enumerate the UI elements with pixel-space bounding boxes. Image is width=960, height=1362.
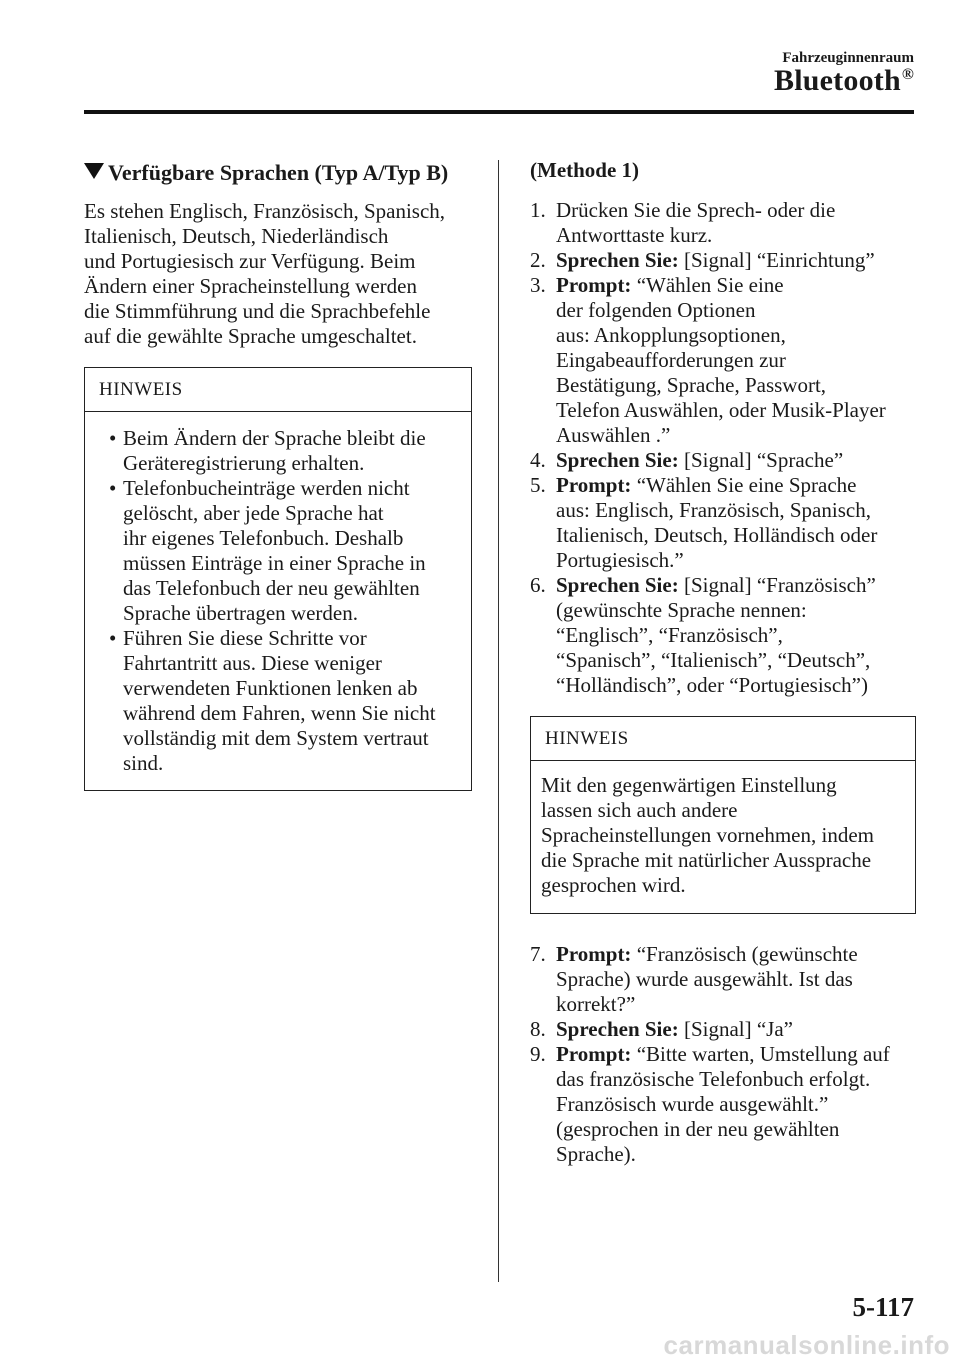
header-rule	[84, 110, 914, 114]
step-number: 7.	[530, 942, 546, 966]
note-item-line: Führen Sie diese Schritte vor	[123, 626, 367, 650]
note-item-line: Geräteregistrierung erhalten.	[123, 451, 365, 475]
note-line: Mit den gegenwärtigen Einstellung	[541, 773, 837, 797]
step-line: Telefon Auswählen, oder Musik-Player	[556, 398, 886, 422]
step-line: “Englisch”, “Französisch”,	[556, 623, 783, 647]
note-item-line: vollständig mit dem System vertraut	[123, 726, 429, 750]
note-item-line: Telefonbucheinträge werden nicht	[123, 476, 410, 500]
steps-list-continued	[530, 942, 916, 1167]
note-body	[85, 412, 471, 790]
step-line: “Holländisch”, oder “Portugiesisch”)	[556, 673, 868, 697]
step-line: (gewünschte Sprache nennen:	[556, 598, 807, 622]
step-label: Prompt:	[556, 273, 632, 297]
step-label: Sprechen Sie:	[556, 573, 679, 597]
step-line: das französische Telefonbuch erfolgt.	[556, 1067, 871, 1091]
note-line: die Sprache mit natürlicher Aussprache	[541, 848, 872, 872]
note-line: lassen sich auch andere	[541, 798, 738, 822]
step-item	[530, 1017, 916, 1042]
step-line: Sprache).	[556, 1142, 636, 1166]
intro-line: die Stimmführung und die Sprachbefehle	[84, 299, 431, 323]
step-item	[530, 1042, 916, 1167]
note-box	[84, 367, 472, 791]
step-text: “Wählen Sie eine	[631, 273, 784, 297]
step-line: Sprache) wurde ausgewählt. Ist das	[556, 967, 853, 991]
note-item-line: während dem Fahren, wenn Sie nicht	[123, 701, 436, 725]
note-line: gesprochen wird.	[541, 873, 686, 897]
step-label: Prompt:	[556, 942, 632, 966]
note-item-line: verwendeten Funktionen lenken ab	[123, 676, 418, 700]
note-title: HINWEIS	[85, 368, 471, 412]
intro-line: Italienisch, Deutsch, Niederländisch	[84, 224, 389, 248]
step-number: 8.	[530, 1017, 546, 1041]
step-item	[530, 942, 916, 1017]
step-line	[556, 273, 916, 298]
step-number: 4.	[530, 448, 546, 472]
note-item-line: Sprache übertragen werden.	[123, 601, 358, 625]
step-item	[530, 198, 916, 248]
triangle-down-icon	[84, 163, 104, 179]
note-item	[95, 626, 461, 776]
step-line	[556, 1042, 916, 1067]
column-divider	[498, 160, 499, 1282]
intro-line: und Portugiesisch zur Verfügung. Beim	[84, 249, 416, 273]
step-text: “Französisch (gewünschte	[631, 942, 858, 966]
step-number: 1.	[530, 198, 546, 222]
step-text: “Bitte warten, Umstellung auf	[631, 1042, 890, 1066]
step-label: Sprechen Sie:	[556, 448, 679, 472]
step-number: 2.	[530, 248, 546, 272]
step-text: “Wählen Sie eine Sprache	[631, 473, 857, 497]
bullet-icon: •	[109, 476, 117, 500]
step-number: 9.	[530, 1042, 546, 1066]
step-line: Antworttaste kurz.	[556, 223, 713, 247]
step-line	[556, 248, 916, 273]
bullet-icon: •	[109, 626, 117, 650]
step-item	[530, 473, 916, 573]
method-heading: (Methode 1)	[530, 158, 640, 182]
step-line: Drücken Sie die Sprech- oder die	[556, 198, 836, 222]
note-item-line: müssen Einträge in einer Sprache in	[123, 551, 426, 575]
step-line: “Spanisch”, “Italienisch”, “Deutsch”,	[556, 648, 871, 672]
step-number: 6.	[530, 573, 546, 597]
step-label: Prompt:	[556, 1042, 632, 1066]
step-line: Portugiesisch.”	[556, 548, 684, 572]
step-item	[530, 448, 916, 473]
note-item-line: Fahrtantritt aus. Diese weniger	[123, 651, 382, 675]
watermark: carmanualsonline.info	[663, 1330, 950, 1360]
step-line: Bestätigung, Sprache, Passwort,	[556, 373, 827, 397]
step-line: aus: Englisch, Französisch, Spanisch,	[556, 498, 871, 522]
intro-line: Es stehen Englisch, Französisch, Spanisch,	[84, 199, 446, 223]
step-text: [Signal] “Einrichtung”	[678, 248, 875, 272]
note-item	[95, 476, 461, 626]
step-line: Französisch wurde ausgewählt.”	[556, 1092, 829, 1116]
step-number: 3.	[530, 273, 546, 297]
right-column	[530, 158, 916, 1167]
step-item	[530, 573, 916, 698]
step-item	[530, 273, 916, 448]
step-label: Prompt:	[556, 473, 632, 497]
note-item-line: ihr eigenes Telefonbuch. Deshalb	[123, 526, 404, 550]
left-column	[84, 158, 472, 791]
page-number: 5-117	[852, 1292, 914, 1322]
step-text: [Signal] “Sprache”	[678, 448, 844, 472]
step-line: korrekt?”	[556, 992, 636, 1016]
section-heading: Verfügbare Sprachen (Typ A/Typ B)	[84, 158, 472, 188]
step-label: Sprechen Sie:	[556, 1017, 679, 1041]
step-line: Eingabeaufforderungen zur	[556, 348, 786, 372]
intro-line: auf die gewählte Sprache umgeschaltet.	[84, 324, 417, 348]
step-label: Sprechen Sie:	[556, 248, 679, 272]
step-number: 5.	[530, 473, 546, 497]
section-label: Fahrzeuginnenraum	[782, 50, 914, 66]
step-line: der folgenden Optionen	[556, 298, 756, 322]
note-item-line: das Telefonbuch der neu gewählten	[123, 576, 420, 600]
note-box-2	[530, 716, 916, 914]
intro-line: Ändern einer Spracheinstellung werden	[84, 274, 417, 298]
step-line	[556, 573, 916, 598]
step-line	[556, 448, 916, 473]
intro-paragraph	[84, 199, 472, 349]
page-title: Bluetooth®	[774, 64, 914, 97]
note-item	[95, 426, 461, 476]
note-line: Spracheinstellungen vornehmen, indem	[541, 823, 874, 847]
step-line: Auswählen .”	[556, 423, 671, 447]
note-item-line: gelöscht, aber jede Sprache hat	[123, 501, 384, 525]
step-text: [Signal] “Französisch”	[678, 573, 876, 597]
steps-list	[530, 198, 916, 698]
step-text: [Signal] “Ja”	[678, 1017, 793, 1041]
step-line	[556, 1017, 916, 1042]
note-body-2	[531, 761, 915, 913]
step-item	[530, 248, 916, 273]
step-line: aus: Ankopplungsoptionen,	[556, 323, 786, 347]
bullet-icon: •	[109, 426, 117, 450]
note-item-line: sind.	[123, 751, 164, 775]
note-title-2: HINWEIS	[531, 717, 915, 761]
registered-mark: ®	[901, 66, 914, 83]
step-line: Italienisch, Deutsch, Holländisch oder	[556, 523, 878, 547]
step-line	[556, 473, 916, 498]
note-item-line: Beim Ändern der Sprache bleibt die	[123, 426, 426, 450]
step-line	[556, 942, 916, 967]
step-line: (gesprochen in der neu gewählten	[556, 1117, 840, 1141]
